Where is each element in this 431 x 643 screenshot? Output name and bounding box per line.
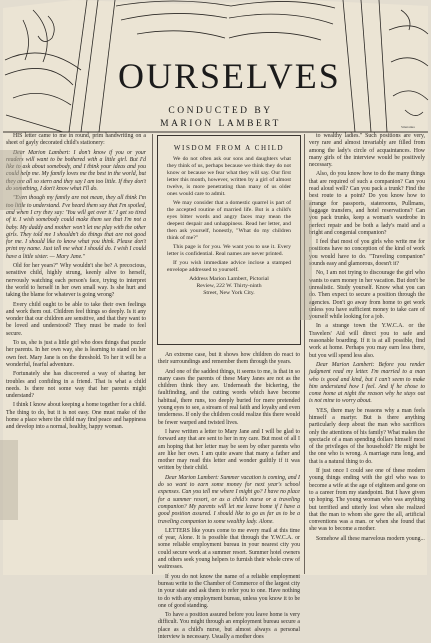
right-paragraph: Also, do you know how to do the many things that are required of such a companion? Can you read aloud well? Can you pack a trunk? Find the best route to a point? Do you know how to arrange for passports, staterooms, Pullmans, baggage transfers, and hotel reservations? Can you pack trunks, keep a woman's wardrobe in perfect repair and be both a lady's maid and a bright and congenial companion?: [309, 171, 425, 236]
box-paragraph: If you wish immediate advice inclose a stamped envelope addressed to yourself.: [167, 260, 291, 273]
right-paragraph: I feel that most of you girls who write me for positions have no conception of the kind of work you would have to do. "Traveling companion" sounds easy and glamorous, doesn't it?: [309, 239, 425, 268]
right-paragraph: Somehow all these marvelous modern young...: [316, 535, 425, 542]
box-paragraph: This page is for you. We want you to use it. Every letter is confidential. Real names are never printed.: [167, 244, 291, 257]
middle-paragraph: And one of the saddest things, it seems to me, is that in so many cases the parents of these Mary Janes are not as the children think they are. Underneath the bickering, the faultfinding, and the cutting words which have become habitual, there runs, too deeply buried for mere pretended young eyes to see, a stream of real faith and loyalty and even tenderness. If only the children could realize this there would be fewer warped and twisted lives.: [158, 368, 300, 426]
middle-paragraph: LETTERS like yours come to me every mail at this time of year, Alone. It is possible that through the Y.W.C.A. or some reliable employment bureau in your nearest city you could secure work at a summer resort. Summer hotel owners and others seek young helpers to furnish their whole crew of waitresses.: [158, 527, 300, 571]
left-column: [6, 133, 146, 434]
middle-paragraph: Dear Marion Lambert: Summer vacation is coming, and I do so want to earn some money for next year's school expenses. Can you tell me where I might go? I have no place for a summer resort, or as a child's nurse or a traveling companion? My parents will let me leave home if I have a good position assured. I should like to go as far as to be a traveling companion to some wealthy lady. Alone.: [158, 474, 300, 525]
tape-strip: [0, 440, 18, 520]
wisdom-from-a-child-box: [157, 135, 301, 345]
box-paragraph: We do not often ask our sons and daughters what they think of us, perhaps because we think they do not know or because we fear what they will say. Our first letter this month, however, written by a girl of almost twelve, is more penetrating than many of us older ones would care to admit.: [167, 156, 291, 197]
byline-author: MARION LAMBERT: [160, 119, 281, 129]
address-line: Street, New York City.: [203, 290, 255, 296]
artist-signature: Smetanka: [401, 125, 415, 129]
right-paragraph: to wealthy ladies." Such positions are very, very rare and almost invariably are filled from among the lady's circle of acquaintances. How many girls of the interview would be positively necessary.: [309, 133, 425, 169]
middle-paragraph: An extreme case, but it shows how children do react to their surroundings and remember them through the years.: [158, 352, 300, 366]
middle-paragraph: If you do not know the name of a reliable employment bureau write to the Chamber of Commerce of the largest city in your state and ask them to refer you to one. Have nothing to do with any employment bureau, unless you know it to be one of good standing.: [158, 573, 300, 609]
right-paragraph: Dear Marion Lambert: Before you render judgment read my letter. I'm married to a man who is good and kind, but I can't seem to make him understand how I feel. And if he chose to come home at night the reason why he stays out is not mine to worry about.: [309, 361, 425, 405]
right-paragraph: If just once I could see one of these modern young things ending with the girl who was to become a wife at the age of eighteen and gone on to a career from my standpoint. But I have given up hoping. The young woman who was anything but terrified and utterly lost when she realized that the man to whom she gave the all, artificial conventions was a man. or when she found that she was to become a mother.: [309, 468, 425, 533]
tape-strip: [300, 200, 312, 320]
middle-paragraph: To have a position assured before you leave home is very difficult. You might through an employment bureau secure a place as a child's nurse, but almost always a personal interview is necessary. Usually a mother does: [158, 612, 300, 640]
byline: [118, 105, 323, 131]
right-paragraph: YES, there may be reasons why a man feels himself a martyr. But is there anything particularly deep about the man who sacrifices only the attentions of his family? What makes the spectacle of a man spending dollars himself most of the privileges of the household? He might be the one who is wrong. A marriage runs long, and that is a natural thing to do.: [309, 407, 425, 465]
middle-column: [158, 352, 300, 643]
box-address: [167, 276, 291, 297]
left-paragraph: Old for her years?" Why wouldn't she be? A precocious, sensitive child, highly strung, keenly alive to herself, nervously watching each person's face, trying to interpret the world to herself in her own small way. Is she hurt and taking the blame for whatever is going wrong?: [6, 263, 146, 299]
left-paragraph: Dear Marion Lambert: I don't know if you or your readers will want to be bothered with a little girl. But I'd like to ask about somebody, and I think your ideas and you could help me. My family loves me the best in the world, but they are all so stern and they say I am too little. If they don't do something, I don't know what I'll do.: [6, 149, 146, 193]
left-paragraph: Fortunately she has discovered a way of sharing her troubles and confiding in a friend. That is what a child needs. Is there not some way that her parents might understand?: [6, 371, 146, 400]
left-paragraph: Every child ought to be able to take their own feelings and work them out. Children feel things so deeply. Is it any wonder that our children are sensitive, and that they want to be loved and understood? They must be made to feel secure.: [6, 301, 146, 337]
address-line: Address Marion Lambert, Pictorial: [189, 276, 269, 282]
tape-strip: [0, 150, 22, 210]
middle-paragraph: I have written a letter to Mary Jane and I will be glad to forward any that are sent to her in my care. But most of all I am hoping that her letter may be seen by other parents who are like her own. I am quite aware that many a father and mother may read this letter and wonder guiltily if it was written by their child.: [158, 428, 300, 472]
right-paragraph: In a strange town the Y.W.C.A. or the Travelers' Aid will direct you to safe and reasonable boarding. If it is at all possible, find work at home. Perhaps you may earn less there, but you will spend less also.: [309, 323, 425, 359]
address-line: Review, 222 W. Thirty-ninth: [196, 283, 262, 289]
left-paragraph: HIS letter came to me in round, prim handwriting on a sheet of gayly decorated child's stationery:: [6, 133, 146, 147]
left-paragraph: I think I know about keeping a home together for a child. The thing to do, but it is not easy. One must make of the home a place where the child may find peace and happiness and develop into a normal, healthy, happy woman.: [6, 402, 146, 431]
left-paragraph: To us, she is just a little girl who does things that puzzle her parents. In her own way, she is learning to stand on her own feet. Mary Jane is on the threshold. To her it will be a wonderful, fearful adventure.: [6, 340, 146, 368]
column-rule-left: [152, 134, 153, 574]
right-paragraph: No, I am not trying to discourage the girl who wants to earn money in her vacation. But don't be unrealistic. Study yourself. Know what you can do. Then expect to secure a position through the agencies. Don't go away from home to get work unless you have sufficient money to take care of yourself while looking for a job.: [309, 270, 425, 321]
byline-line-1: CONDUCTED BY: [168, 106, 273, 116]
box-title: WISDOM FROM A CHILD: [173, 144, 285, 152]
right-column: [309, 133, 425, 545]
left-paragraph: "Even though my family are not mean, they all think I'm too little to understand. I've heard them say that I'm spoiled, and when I cry they say: 'You will get over it.' I get so tired of it. I wish somebody could make them see that I'm not a baby. My daddy and mother won't let me play with the other girls. They told me I shouldn't do things that are not good for me. I should like to know what you think. Please don't print my name. Just tell me what I should do. I wish I could have a little sister. — Mary Jane.": [6, 195, 146, 260]
page-title: OURSELVES: [118, 56, 341, 96]
box-paragraph: We may consider that a domestic quarrel is part of the accepted routine of married life. But is a child's eyes bitter words and angry faces may mean the deepest despair and unhappiness. Read her letter, and then ask yourself, honestly, "What do my children think of me?": [167, 200, 291, 241]
